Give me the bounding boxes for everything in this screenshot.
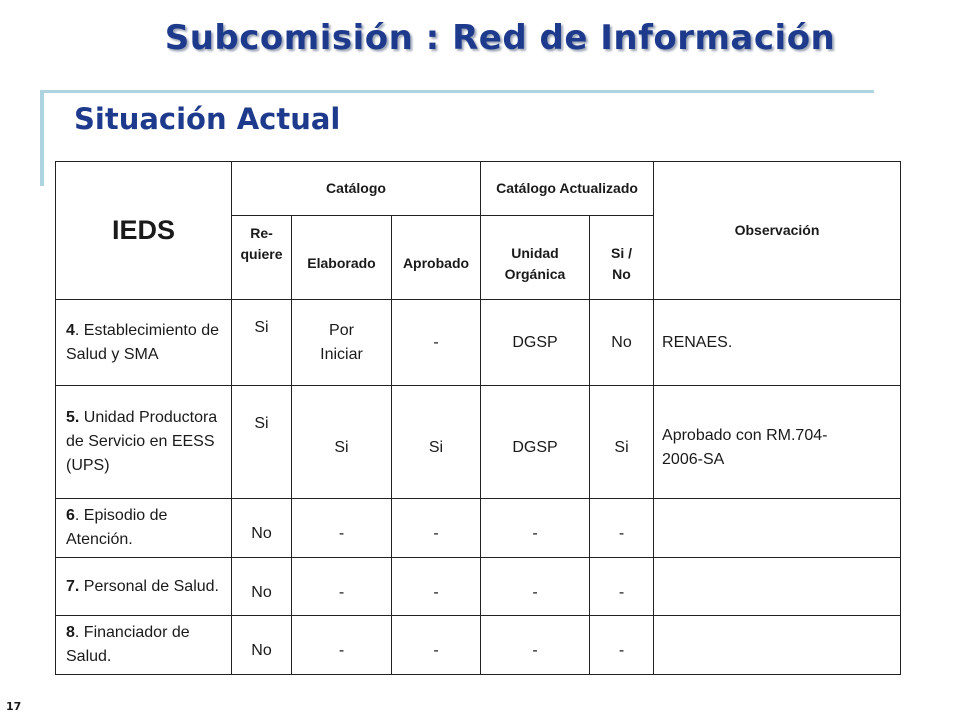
- row-si-no: -: [590, 499, 654, 558]
- table-row: [56, 300, 901, 386]
- header-aprobado: Aprobado: [392, 216, 481, 300]
- row-observacion: Aprobado con RM.704-2006-SA: [654, 386, 901, 499]
- row-elaborado: Por Iniciar: [292, 300, 392, 386]
- row-aprobado: -: [392, 300, 481, 386]
- table-row: [56, 499, 901, 558]
- table-row: [56, 616, 901, 675]
- row-elaborado: Si: [292, 386, 392, 499]
- slide-subtitle: Situación Actual: [74, 102, 341, 136]
- header-elaborado: Elaborado: [292, 216, 392, 300]
- row-unidad-organica: -: [481, 558, 590, 616]
- row-observacion: [654, 499, 901, 558]
- row-observacion: RENAES.: [654, 300, 901, 386]
- row-unidad-organica: -: [481, 616, 590, 675]
- row-aprobado: -: [392, 558, 481, 616]
- row-requiere: Si: [232, 300, 292, 386]
- header-catalogo: Catálogo: [232, 162, 481, 216]
- header-unidad-organica: Unidad Orgánica: [481, 216, 590, 300]
- row-si-no: -: [590, 616, 654, 675]
- row-aprobado: Si: [392, 386, 481, 499]
- row-aprobado: -: [392, 499, 481, 558]
- table-header-row: [56, 162, 901, 216]
- title-bracket-horizontal: [40, 90, 874, 93]
- row-requiere: No: [232, 558, 292, 616]
- row-si-no: Si: [590, 386, 654, 499]
- slide-title: Subcomisión : Red de Información: [164, 18, 836, 58]
- row-elaborado: -: [292, 616, 392, 675]
- header-observacion: Observación: [654, 162, 901, 300]
- row-ieds-name: 4. Establecimiento de Salud y SMA: [56, 300, 232, 386]
- title-bracket-vertical: [40, 90, 44, 186]
- row-elaborado: -: [292, 499, 392, 558]
- table-row: [56, 558, 901, 616]
- row-aprobado: -: [392, 616, 481, 675]
- row-requiere: No: [232, 499, 292, 558]
- row-unidad-organica: -: [481, 499, 590, 558]
- row-observacion: [654, 558, 901, 616]
- header-ieds: IEDS: [56, 162, 232, 300]
- row-ieds-name: 7. Personal de Salud.: [56, 558, 232, 616]
- row-requiere: Si: [232, 386, 292, 499]
- row-unidad-organica: DGSP: [481, 300, 590, 386]
- row-unidad-organica: DGSP: [481, 386, 590, 499]
- header-requiere: Re-quiere: [232, 216, 292, 300]
- row-ieds-name: 5. Unidad Productora de Servicio en EESS (UPS): [56, 386, 232, 499]
- row-requiere: No: [232, 616, 292, 675]
- header-catalogo-actualizado: Catálogo Actualizado: [481, 162, 654, 216]
- row-si-no: -: [590, 558, 654, 616]
- status-table: [55, 161, 901, 675]
- row-si-no: No: [590, 300, 654, 386]
- page-number: 17: [6, 700, 22, 713]
- row-ieds-name: 8. Financiador de Salud.: [56, 616, 232, 675]
- header-si-no: Si / No: [590, 216, 654, 300]
- table-row: [56, 386, 901, 499]
- row-ieds-name: 6. Episodio de Atención.: [56, 499, 232, 558]
- row-observacion: [654, 616, 901, 675]
- row-elaborado: -: [292, 558, 392, 616]
